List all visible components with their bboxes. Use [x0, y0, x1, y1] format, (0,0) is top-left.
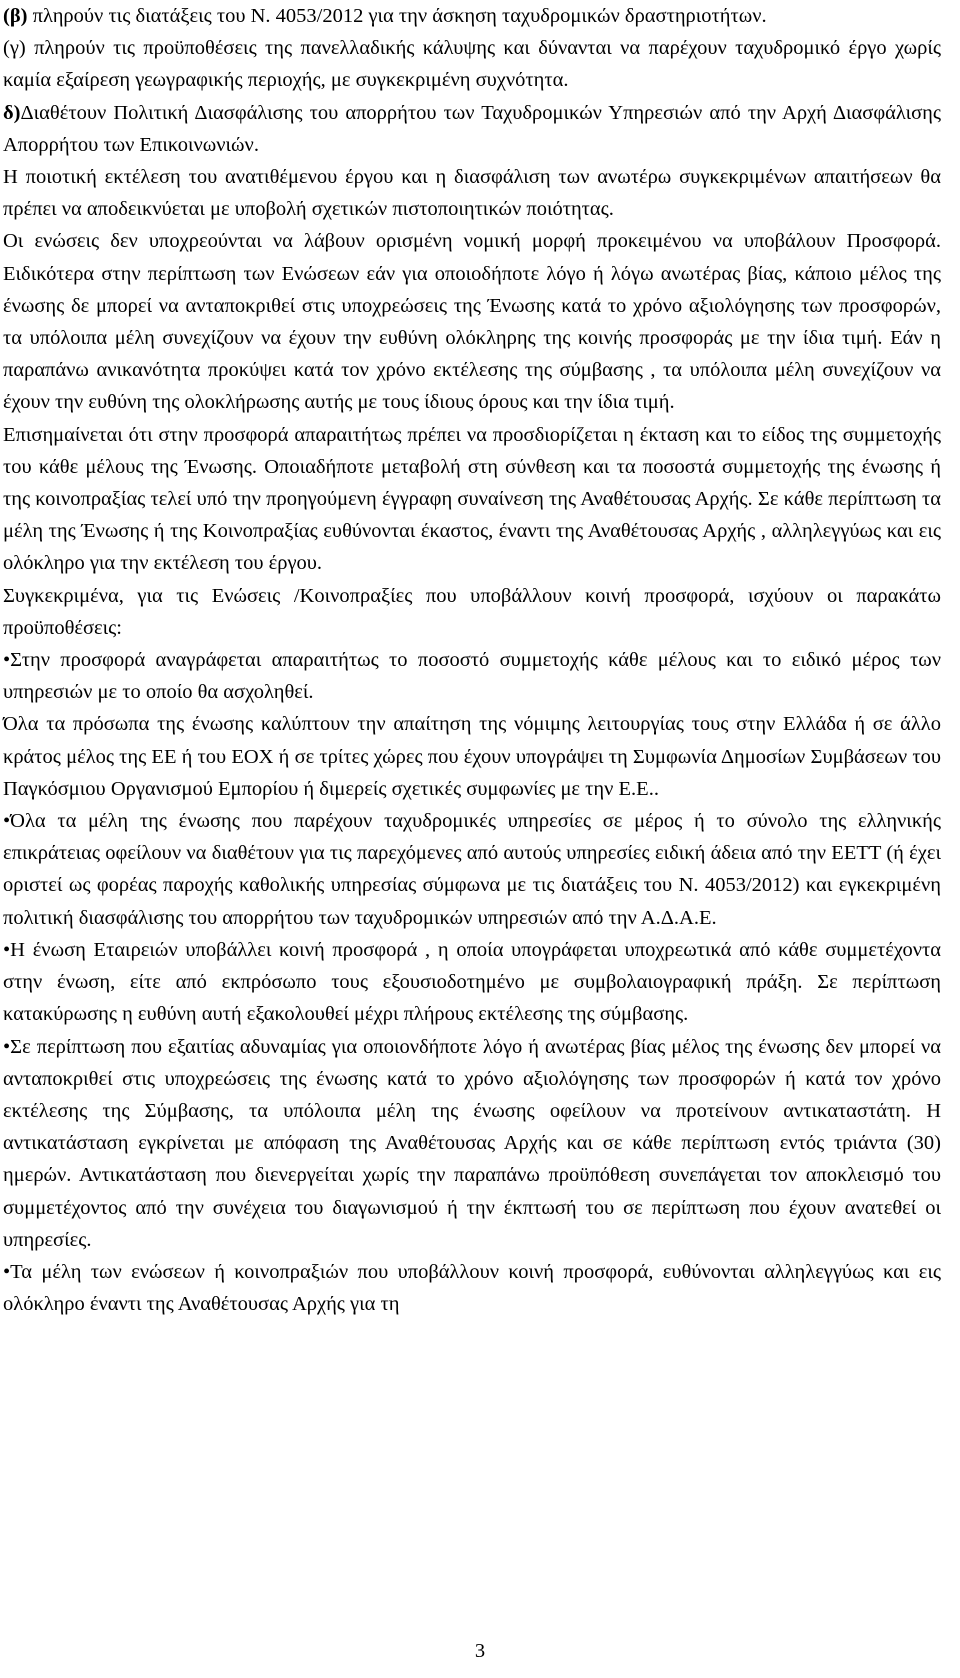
- paragraph-delta: [3, 97, 941, 161]
- bullet-item: Όλα τα πρόσωπα της ένωσης καλύπτουν την απαίτηση της νόμιμης λειτουργίας τους στην Ελλάδα ή σε άλλο κράτος μέλος της ΕΕ ή του ΕΟΧ ή σε τρίτες χώρες που έχουν υπογράψει τη Συμφωνία Δημοσίων Συμβάσεων του Παγκόσμιου Οργανισμού Εμπορίου ή διμερείς σχετικές συμφωνίες με την Ε.Ε..: [3, 713, 941, 800]
- paragraph-beta-text: πληρούν τις διατάξεις του Ν. 4053/2012 για την άσκηση ταχυδρομικών δραστηριοτήτων.: [27, 5, 767, 27]
- bullet-item: •Τα μέλη των ενώσεων ή κοινοπραξιών που υποβάλλουν κοινή προσφορά, ευθύνονται αλληλεγγύως και εις ολόκληρο έναντι της Αναθέτουσας Αρχής για τη: [3, 1260, 941, 1316]
- paragraph-beta: [3, 0, 941, 32]
- bullet-item: •Η ένωση Εταιρειών υποβάλλει κοινή προσφορά , η οποία υπογράφεται υποχρεωτικά από κάθε συμμετέχοντα στην ένωση, είτε από εκπρόσωπο τους εξουσιοδοτημένο με συμβολαιογραφική πράξη. Σε περίπτωση κατακύρωσης η ευθύνη αυτή εξακολουθεί μέχρι πλήρους εκτέλεσης της σύμβασης.: [3, 938, 941, 1026]
- paragraph-beta-label: (β): [3, 5, 28, 27]
- paragraph-unions: Οι ενώσεις δεν υποχρεούνται να λάβουν ορισμένη νομική μορφή προκειμένου να υποβάλουν Προσφορά. Ειδικότερα στην περίπτωση των Ενώσεων εάν για οποιοδήποτε λόγο ή λόγω ανωτέρας βίας, κάποιο μέλος της ένωσης δε μπορεί να ανταποκριθεί στις υποχρεώσεις της Ένωσης κατά το χρόνο αξιολόγησης των προσφορών, τα υπόλοιπα μέλη συνεχίζουν να έχουν την ευθύνη ολόκληρης της κοινής προσφοράς με την ίδια τιμή. Εάν η παραπάνω ανικανότητα προκύψει κατά τον χρόνο εκτέλεσης της σύμβασης , τα υπόλοιπα μέλη συνεχίζουν να έχουν την ευθύνη της ολοκλήρωσης αυτής με τους ίδιους όρους και την ίδια τιμή.: [3, 230, 941, 414]
- paragraph-emphasis: Επισημαίνεται ότι στην προσφορά απαραιτήτως πρέπει να προσδιορίζεται η έκταση και το είδος της συμμετοχής του κάθε μέλους της Ένωσης. Οποιαδήποτε μεταβολή στη σύνθεση και τα ποσοστά συμμετοχής της ένωσης ή της κοινοπραξίας τελεί υπό την προηγούμενη έγγραφη συναίνεση της Αναθέτουσας Αρχής. Σε κάθε περίπτωση τα μέλη της Ένωσης ή της Κοινοπραξίας ευθύνονται έκαστος, έναντι της Αναθέτουσας Αρχής , αλληλεγγύως και εις ολόκληρο για την εκτέλεση του έργου.: [3, 423, 941, 575]
- paragraph-gamma: (γ) πληρούν τις προϋποθέσεις της πανελλαδικής κάλυψης και δύνανται να παρέχουν ταχυδρομικό έργο χωρίς καμία εξαίρεση γεωγραφικής περιοχής, με συγκεκριμένη συχνότητα.: [3, 37, 941, 92]
- paragraph-quality: Η ποιοτική εκτέλεση του ανατιθέμενου έργου και η διασφάλιση των ανωτέρω συγκεκριμένων απαιτήσεων θα πρέπει να αποδεικνύεται με υποβολή σχετικών πιστοποιητικών ποιότητας.: [3, 166, 941, 221]
- bullet-item: •Σε περίπτωση που εξαιτίας αδυναμίας για οποιονδήποτε λόγο ή ανωτέρας βίας μέλος της ένωσης δεν μπορεί να ανταποκριθεί στις υποχρεώσεις της ένωσης κατά το χρόνο αξιολόγησης των προσφορών ή κατά τον χρόνο εκτέλεσης της Σύμβασης, τα υπόλοιπα μέλη της ένωσης οφείλουν να προτείνουν αντικαταστάτη. Η αντικατάσταση εγκρίνεται με απόφαση της Αναθέτουσας Αρχής και σε κάθε περίπτωση εντός τριάντα (30) ημερών. Αντικατάσταση που διενεργείται χωρίς την παραπάνω προϋπόθεση συνεπάγεται τον αποκλεισμό του συμμετέχοντος από την συνέχεια του διαγωνισμού ή την έκπτωσή του σε περίπτωση που έχουν ανατεθεί οι υπηρεσίες.: [3, 1035, 941, 1251]
- paragraph-specific-conditions: Συγκεκριμένα, για τις Ενώσεις /Κοινοπραξίες που υποβάλλουν κοινή προσφορά, ισχύουν οι παρακάτω προϋποθέσεις:: [3, 584, 941, 639]
- bullet-item: •Στην προσφορά αναγράφεται απαραιτήτως το ποσοστό συμμετοχής κάθε μέλους και το ειδικό μέρος των υπηρεσιών με το οποίο θα ασχοληθεί.: [3, 649, 941, 704]
- page-number: 3: [474, 1640, 486, 1662]
- bullet-item: •Όλα τα μέλη της ένωσης που παρέχουν ταχυδρομικές υπηρεσίες σε μέρος ή το σύνολο της ελληνικής επικράτειας οφείλουν να διαθέτουν για τις παρεχόμενες από αυτούς υπηρεσίες ειδική άδεια από την ΕΕΤΤ (ή έχει οριστεί ως φορέας παροχής καθολικής υπηρεσίας σύμφωνα με τις διατάξεις του Ν. 4053/2012) και εγκεκριμένη πολιτική διασφάλισης του απορρήτου των ταχυδρομικών υπηρεσιών από την Α.Δ.Α.Ε.: [3, 810, 941, 929]
- document-page: [3, 0, 941, 1320]
- paragraph-delta-text: Διαθέτουν Πολιτική Διασφάλισης του απορρήτου των Ταχυδρομικών Υπηρεσιών από την Αρχή Διασφάλισης Απορρήτου των Επικοινωνιών.: [3, 101, 941, 156]
- paragraph-delta-label: δ): [3, 101, 21, 124]
